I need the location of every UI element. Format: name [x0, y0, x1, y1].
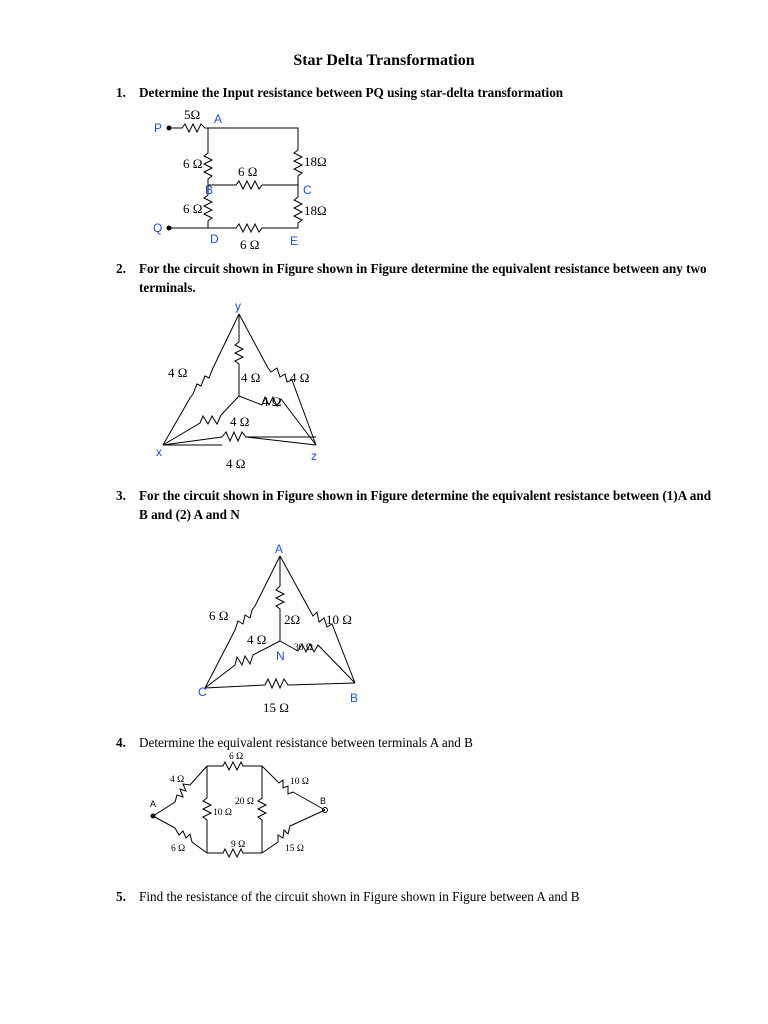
resistor-label: 6 Ω: [183, 156, 203, 171]
question-number: 1.: [116, 85, 126, 100]
figure-4-circuit: [145, 750, 345, 865]
node-label-a: A: [275, 542, 284, 556]
figure-1-circuit: [150, 105, 370, 250]
node-label-c: C: [198, 685, 207, 699]
resistor-label: 4 Ω: [262, 394, 282, 409]
question-text: For the circuit shown in Figure shown in Figure determine the equivalent resistance between any two terminals.: [139, 261, 707, 295]
resistor-label: 4 Ω: [247, 632, 267, 647]
resistor-label: 9 Ω: [231, 840, 246, 850]
resistor-label: 4 Ω: [241, 370, 261, 385]
node-label-c: C: [303, 183, 312, 197]
question-text: Determine the equivalent resistance between terminals A and B: [139, 735, 473, 750]
question-number: 5.: [116, 889, 126, 904]
resistor-label: 6 Ω: [240, 237, 260, 252]
node-label-x: x: [156, 445, 162, 459]
node-label-b: B: [205, 183, 214, 197]
resistor-label: 15 Ω: [263, 700, 289, 715]
question-5: [116, 887, 716, 906]
resistor-label: 30 Ω: [294, 643, 313, 653]
node-label-a: A: [214, 112, 223, 126]
question-number: 2.: [116, 261, 126, 276]
node-label-a: A: [150, 799, 157, 809]
resistor-label: 20 Ω: [235, 797, 254, 807]
resistor-label: 4 Ω: [290, 370, 310, 385]
resistor-label: 10 Ω: [213, 808, 232, 818]
figure-2-circuit: [150, 298, 350, 473]
resistor-label: 4 Ω: [230, 414, 250, 429]
resistor-label: 6 Ω: [171, 844, 186, 854]
question-3: [116, 486, 716, 524]
node-label-z: z: [311, 449, 317, 463]
resistor-label: 10 Ω: [290, 777, 309, 787]
resistor-label: 2Ω: [284, 612, 301, 627]
resistor-label: 6 Ω: [229, 752, 244, 762]
node-label-e: E: [290, 234, 299, 248]
question-number: 3.: [116, 488, 126, 503]
question-number: 4.: [116, 735, 126, 750]
resistor-label: 6 Ω: [209, 608, 229, 623]
page-title: Star Delta Transformation: [293, 52, 475, 69]
node-label-b: B: [320, 796, 327, 806]
resistor-label: 4 Ω: [226, 456, 246, 471]
question-text: Determine the Input resistance between PQ using star-delta transformation: [139, 85, 564, 100]
resistor-label: 18Ω: [304, 203, 327, 218]
resistor-label: 5Ω: [184, 107, 201, 122]
resistor-label: 4 Ω: [170, 775, 185, 785]
question-1: [116, 83, 716, 102]
node-label-d: D: [210, 232, 219, 246]
node-label-q: Q: [153, 221, 163, 235]
question-text: For the circuit shown in Figure shown in Figure determine the equivalent resistance between (1)A and B and (2) A and N: [139, 488, 712, 522]
node-label-y: y: [235, 299, 241, 313]
resistor-label: 4 Ω: [168, 365, 188, 380]
resistor-label: 15 Ω: [285, 844, 304, 854]
resistor-label: 18Ω: [304, 154, 327, 169]
node-label-p: P: [154, 121, 163, 135]
resistor-label: 6 Ω: [183, 201, 203, 216]
resistor-label: 10 Ω: [326, 612, 352, 627]
figure-3-circuit: [195, 538, 375, 718]
question-text: Find the resistance of the circuit shown in Figure shown in Figure between A and B: [139, 889, 580, 904]
resistor-label: 6 Ω: [238, 164, 258, 179]
question-2: [116, 259, 716, 297]
node-label-b: B: [350, 691, 359, 705]
node-label-n: N: [276, 649, 285, 663]
